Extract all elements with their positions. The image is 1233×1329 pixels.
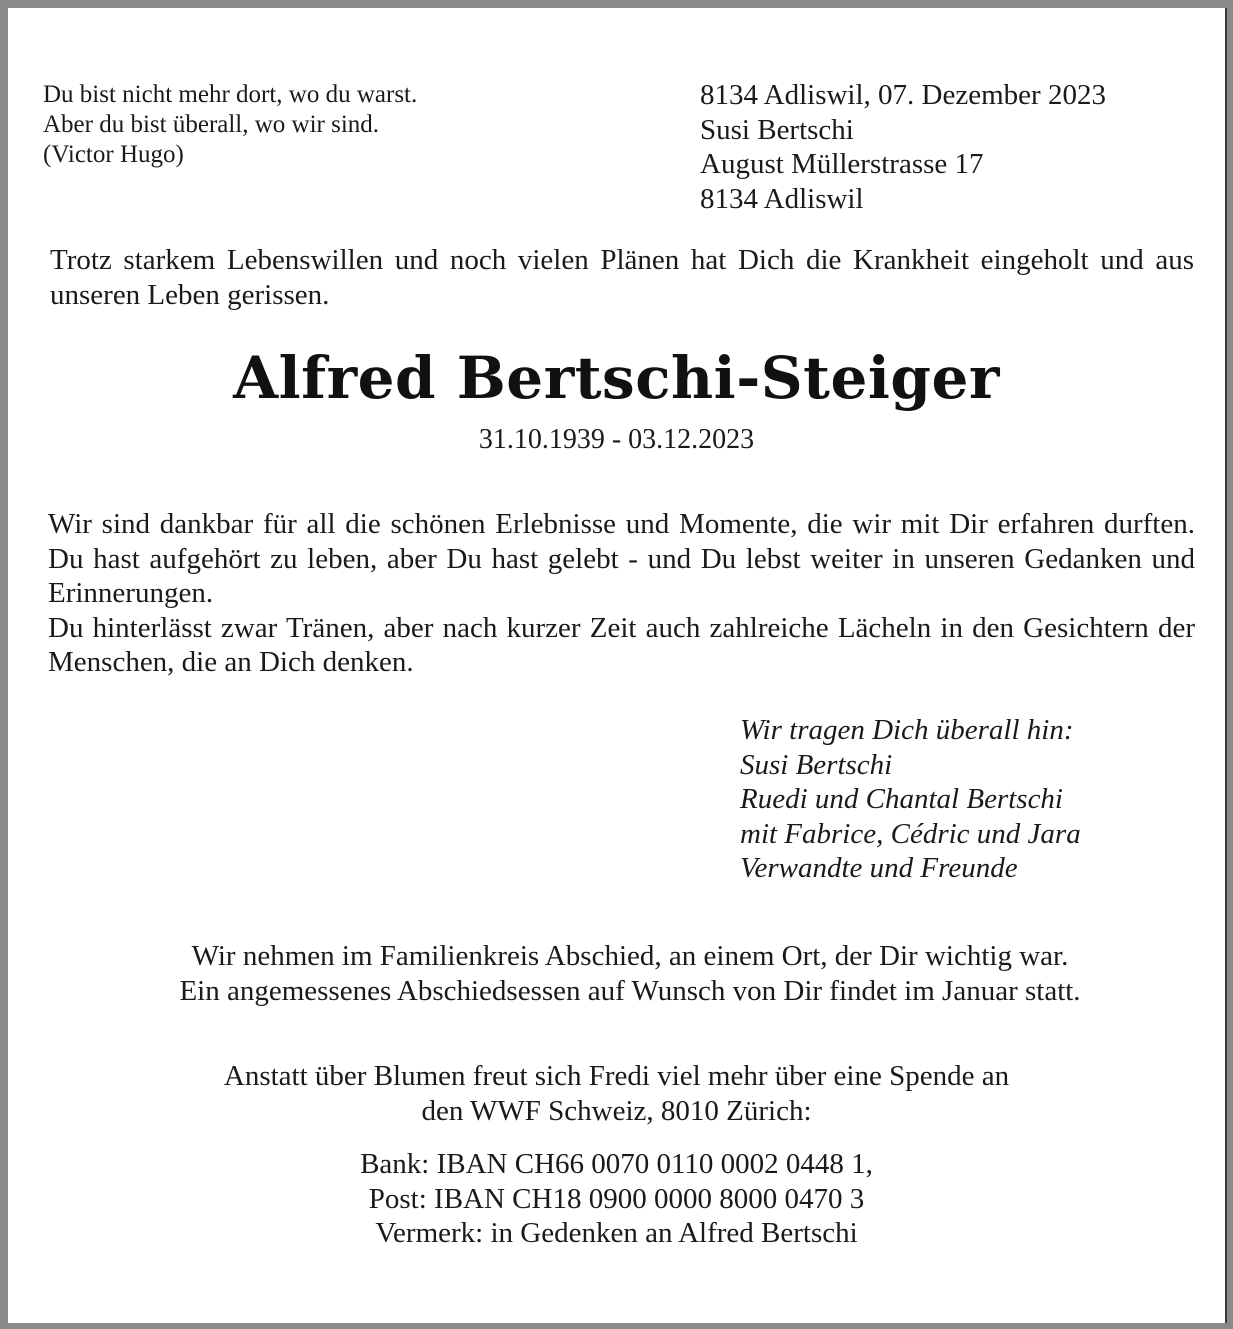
tribute-text [48, 507, 1195, 680]
donation-request [0, 1059, 1233, 1128]
bank-iban: Bank: IBAN CH66 0070 0110 0002 0448 1, [360, 1148, 873, 1180]
post-iban: Post: IBAN CH18 0900 0000 8000 0470 3 [368, 1182, 865, 1215]
sender-city: 8134 Adliswil [700, 182, 864, 215]
farewell-notice [0, 939, 1233, 1008]
donation-line: den WWF Schweiz, 8010 Zürich: [421, 1094, 812, 1127]
life-dates: 31.10.1939 - 03.12.2023 [478, 424, 755, 455]
farewell-line: Ein angemessenes Abschiedsessen auf Wunsch von Dir findet im Januar statt. [179, 974, 1081, 1007]
quote-author: (Victor Hugo) [43, 141, 184, 168]
tribute-paragraph: Wir sind dankbar für all die schönen Erlebnisse und Momente, die wir mit Dir erfahren durften. Du hast aufgehört zu leben, aber Du hast gelebt - und Du lebst weiter in unseren Gedanken und Erinnerungen. [48, 508, 1195, 609]
donation-line: Anstatt über Blumen freut sich Fredi viel mehr über eine Spende an [223, 1060, 1010, 1092]
mourners-heading: Wir tragen Dich überall hin: [740, 714, 1074, 746]
mourner: mit Fabrice, Cédric und Jara [740, 817, 1081, 850]
quote-line: Aber du bist überall, wo wir sind. [43, 111, 380, 138]
intro-text: Trotz starkem Lebenswillen und noch vielen Plänen hat Dich die Krankheit eingeholt und aus unseren Leben gerissen. [50, 244, 1194, 311]
quote-line: Du bist nicht mehr dort, wo du warst. [43, 81, 418, 108]
tribute-paragraph: Du hinterlässt zwar Tränen, aber nach kurzer Zeit auch zahlreiche Lächeln in den Gesichtern der Menschen, die an Dich denken. [48, 611, 1195, 678]
mourner: Verwandte und Freunde [740, 852, 1018, 884]
sender-street: August Müllerstrasse 17 [700, 148, 984, 180]
donation-bank-details [0, 1147, 1233, 1251]
sender-address [700, 78, 1106, 216]
mourners-list [740, 713, 1081, 886]
place-date: 8134 Adliswil, 07. Dezember 2023 [700, 79, 1106, 111]
deceased-name: Alfred Bertschi-Steiger [233, 344, 1000, 412]
mourner: Susi Bertschi [740, 748, 893, 781]
epigraph-quote [43, 80, 417, 170]
farewell-line: Wir nehmen im Familienkreis Abschied, an einem Ort, der Dir wichtig war. [191, 940, 1069, 972]
sender-name: Susi Bertschi [700, 113, 854, 146]
donation-note: Vermerk: in Gedenken an Alfred Bertschi [375, 1217, 858, 1249]
mourner: Ruedi und Chantal Bertschi [740, 783, 1063, 815]
